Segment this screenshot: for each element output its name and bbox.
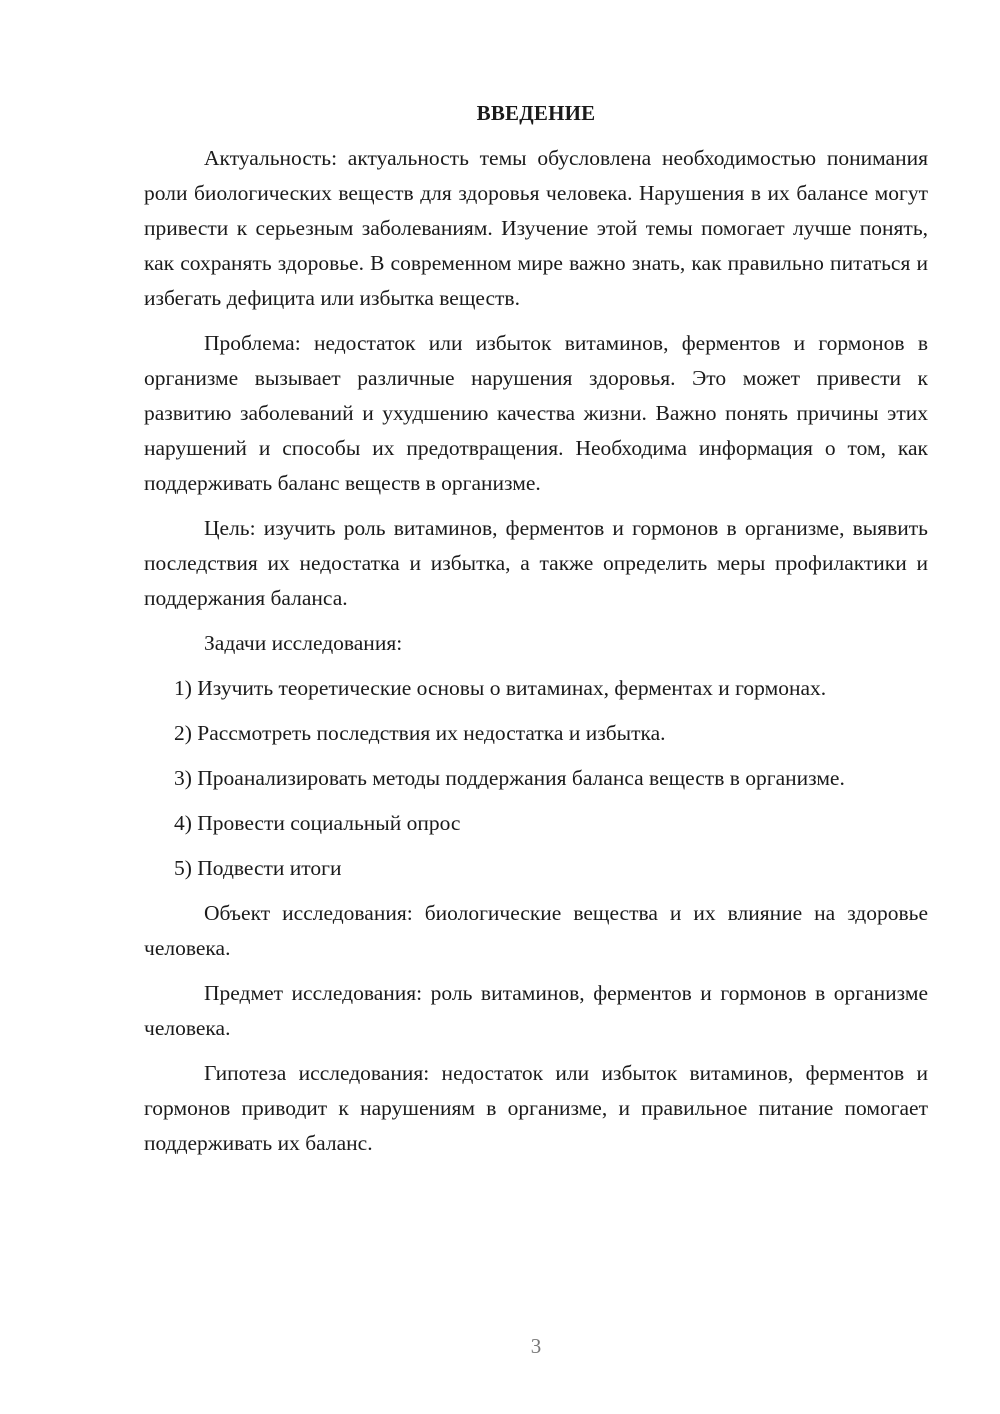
paragraph-problem: Проблема: недостаток или избыток витаминов, ферментов и гормонов в организме вызывает различные нарушения здоровья. Это может привести к развитию заболеваний и ухудшению качества жизни. Важно понять причины этих нарушений и способы их предотвращения. Необходима информация о том, как поддерживать баланс веществ в организме. <box>144 331 928 495</box>
section-heading: ВВЕДЕНИЕ <box>476 101 596 125</box>
page-number: 3 <box>530 1334 542 1358</box>
paragraph-hypothesis: Гипотеза исследования: недостаток или избыток витаминов, ферментов и гормонов приводит к нарушениям в организме, и правильное питание помогает поддерживать их баланс. <box>144 1061 928 1155</box>
task-item-4: 4) Провести социальный опрос <box>174 811 461 835</box>
task-item-5: 5) Подвести итоги <box>174 856 342 880</box>
task-item-1: 1) Изучить теоретические основы о витаминах, ферментах и гормонах. <box>174 676 827 700</box>
paragraph-relevance: Актуальность: актуальность темы обусловлена необходимостью понимания роли биологических веществ для здоровья человека. Нарушения в их балансе могут привести к серьезным заболеваниям. Изучение этой темы помогает лучше понять, как сохранять здоровье. В современном мире важно знать, как правильно питаться и избегать дефицита или избытка веществ. <box>144 146 928 310</box>
paragraph-subject: Предмет исследования: роль витаминов, ферментов и гормонов в организме человека. <box>144 981 928 1040</box>
tasks-label: Задачи исследования: <box>204 631 403 655</box>
page-content <box>144 96 928 1171</box>
task-item-2: 2) Рассмотреть последствия их недостатка и избытка. <box>174 721 666 745</box>
task-item-3: 3) Проанализировать методы поддержания баланса веществ в организме. <box>174 766 845 790</box>
paragraph-object: Объект исследования: биологические вещества и их влияние на здоровье человека. <box>144 901 928 960</box>
paragraph-goal: Цель: изучить роль витаминов, ферментов и гормонов в организме, выявить последствия их недостатка и избытка, а также определить меры профилактики и поддержания баланса. <box>144 516 928 610</box>
